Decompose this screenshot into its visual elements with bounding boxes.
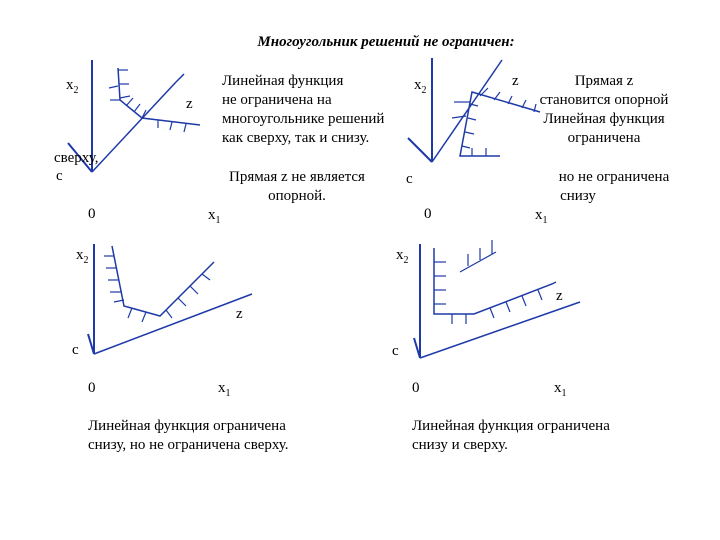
panel-1-text-line-3: многоугольнике решений — [222, 111, 385, 127]
panel-1-text-line-2: не ограничена на — [222, 92, 332, 108]
panel-2-y-label: $x_2$ — [414, 77, 427, 96]
panel-2-region-boundary — [460, 92, 540, 156]
panel-4-hatching — [434, 240, 542, 324]
panel-1-extra-text: сверху, — [54, 150, 99, 166]
panel-3 — [72, 244, 289, 453]
panel-1-text2-line-1: Прямая z не является — [229, 169, 365, 185]
panel-1-level-line-z — [92, 82, 176, 172]
panel-1-text-line-1: Линейная функция — [222, 73, 344, 89]
panel-1-y-label: $x_2$ — [66, 77, 79, 96]
panel-2-text-line-3: Линейная функция — [543, 111, 665, 127]
panel-4-origin-label: 0 — [412, 380, 420, 396]
panel-3-caption-line-1: Линейная функция ограничена — [88, 418, 286, 434]
panel-2-z-label: z — [512, 73, 519, 89]
panel-3-region-boundary — [112, 246, 214, 316]
panel-2-c-label: c — [406, 171, 413, 187]
panel-4-region-boundary — [434, 248, 556, 314]
panel-4-caption-line-1: Линейная функция ограничена — [412, 418, 610, 434]
panel-4-caption-line-2: снизу и сверху. — [412, 437, 508, 453]
panel-2-text2-line-2: снизу — [560, 188, 596, 204]
panel-4-x-label: $x_1$ — [554, 380, 567, 399]
panel-2-x-label: $x_1$ — [535, 207, 548, 226]
panel-4-c-label: c — [392, 343, 399, 359]
panel-1-text-line-4: как сверху, так и снизу. — [222, 130, 370, 146]
panel-1-c-label: c — [56, 168, 63, 184]
panel-2-gradient-vector — [408, 138, 432, 162]
diagram-title: Многоугольник решений не ограничен: — [257, 34, 515, 50]
panel-3-x-label: $x_1$ — [218, 380, 231, 399]
panel-2-text-line-4: ограничена — [567, 130, 641, 146]
panel-4-z-label: z — [556, 288, 563, 304]
panel-1 — [54, 60, 384, 226]
panel-2-text-line-1: Прямая z — [574, 73, 634, 89]
panel-3-origin-label: 0 — [88, 380, 96, 396]
panel-1-text2-line-2: опорной. — [268, 188, 326, 204]
panel-1-origin-label: 0 — [88, 206, 96, 222]
panel-3-y-label: $x_2$ — [76, 247, 89, 266]
panel-2-origin-label: 0 — [424, 206, 432, 222]
panel-4-level-line-z — [420, 302, 580, 358]
panel-2-text-line-2: становится опорной — [539, 92, 669, 108]
panel-3-caption-line-2: снизу, но не ограничена сверху. — [88, 437, 289, 453]
panel-4-y-label: $x_2$ — [396, 247, 409, 266]
panel-2-hatching — [462, 88, 536, 156]
panel-3-c-label: c — [72, 342, 79, 358]
panel-3-z-label: z — [236, 306, 243, 322]
panel-2 — [406, 58, 670, 226]
panel-4 — [392, 240, 610, 453]
panel-1-x-label: $x_1$ — [208, 207, 221, 226]
panel-2-text2-line-1: но не ограничена — [558, 169, 670, 185]
panel-1-z-label: z — [186, 96, 193, 112]
